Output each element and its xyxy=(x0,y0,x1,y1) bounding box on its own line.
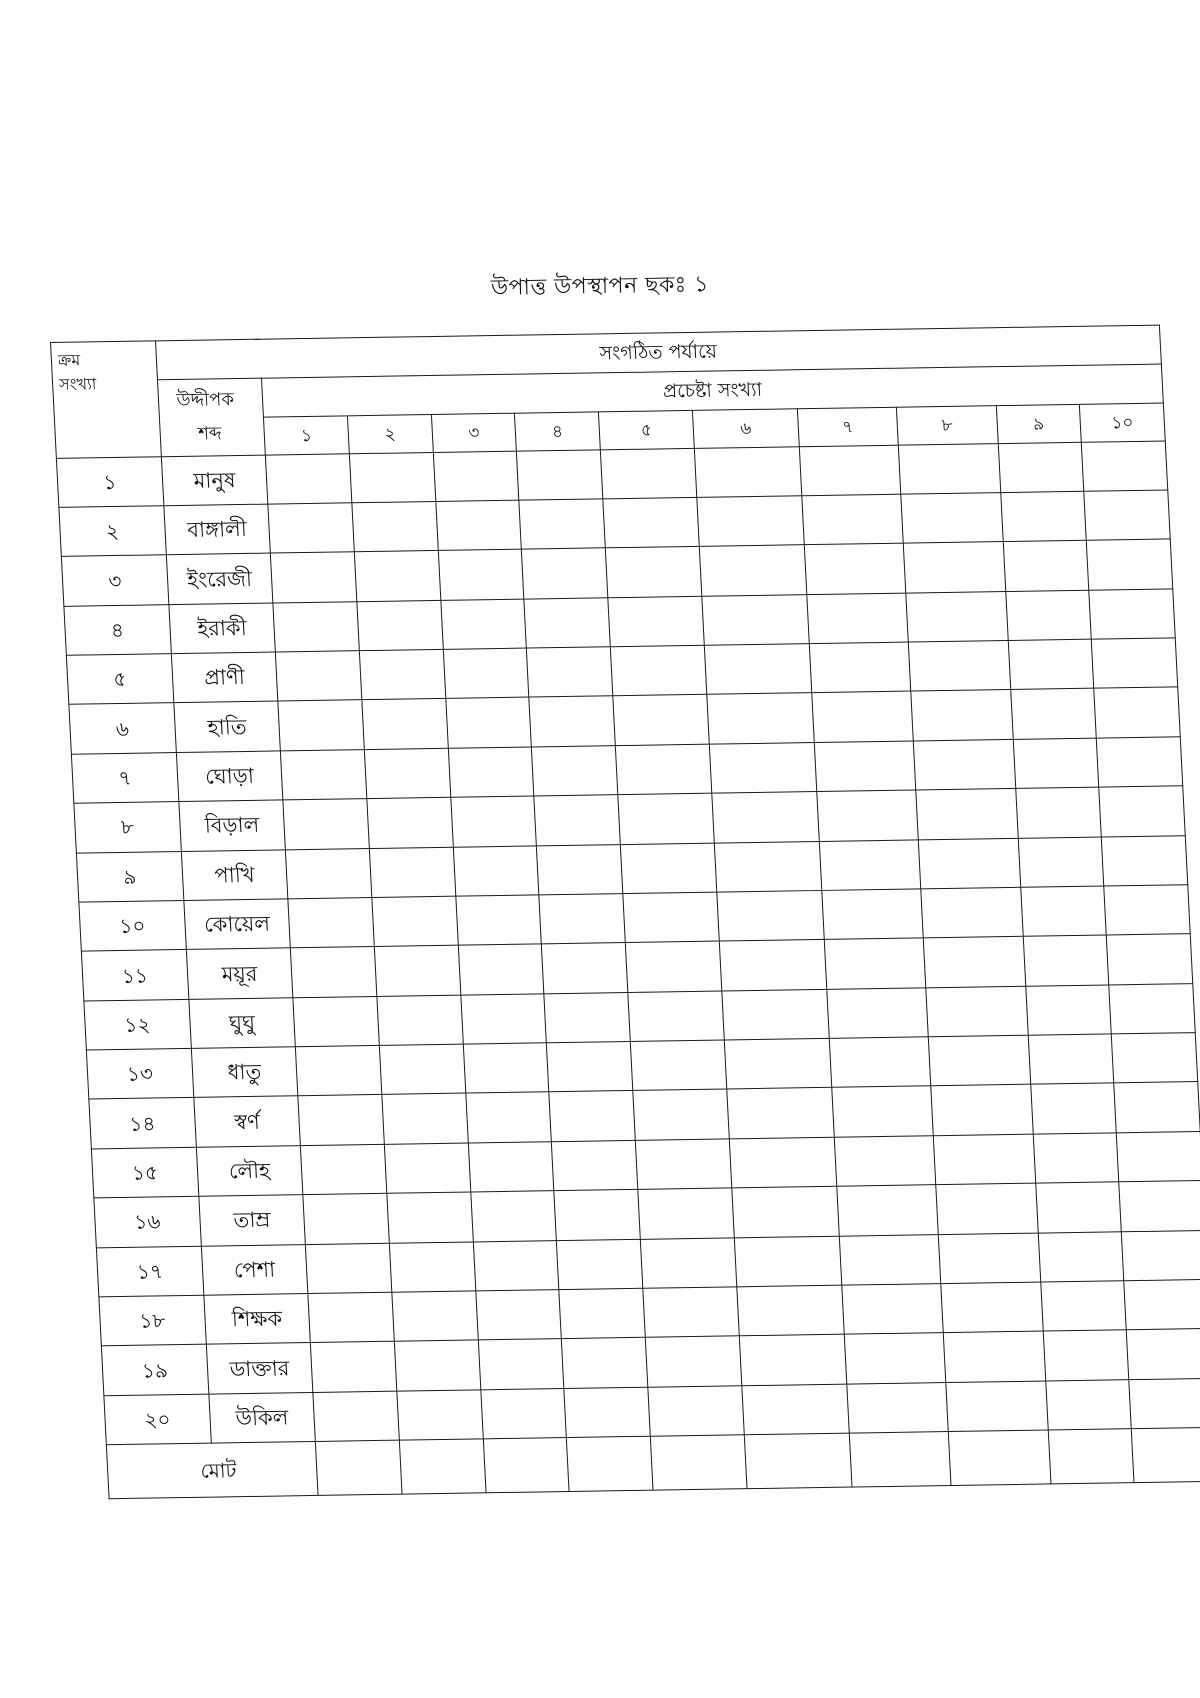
serial-cell: ১১ xyxy=(81,950,188,1001)
attempt-entry-cell[interactable] xyxy=(724,1038,831,1089)
attempt-entry-cell[interactable] xyxy=(697,496,804,547)
attempt-entry-cell[interactable] xyxy=(470,1191,556,1242)
stimulus-word-cell: বিড়াল xyxy=(178,800,285,851)
attempt-entry-cell[interactable] xyxy=(392,1291,478,1342)
attempt-entry-cell[interactable] xyxy=(522,548,608,599)
attempt-number-header: ১০ xyxy=(1080,403,1166,441)
stimulus-word-cell: বাঙ্গালী xyxy=(163,504,270,555)
attempt-entry-cell[interactable] xyxy=(1005,590,1091,641)
attempt-number-header: ১ xyxy=(264,416,350,454)
attempt-entry-cell[interactable] xyxy=(707,693,814,744)
attempt-entry-cell[interactable] xyxy=(921,887,1023,938)
attempt-entry-cell[interactable] xyxy=(804,543,906,594)
data-table-wrapper xyxy=(50,325,1200,1500)
attempt-entry-cell[interactable] xyxy=(448,747,534,798)
attempt-entry-cell[interactable] xyxy=(359,649,445,700)
attempt-entry-cell[interactable] xyxy=(913,739,1015,790)
attempt-entry-cell[interactable] xyxy=(443,648,529,699)
stimulus-word-cell: পেশা xyxy=(201,1244,308,1295)
attempt-entry-cell[interactable] xyxy=(946,1381,1048,1432)
attempt-entry-cell[interactable] xyxy=(549,1091,635,1142)
attempt-entry-cell[interactable] xyxy=(739,1334,846,1385)
attempt-entry-cell[interactable] xyxy=(911,690,1013,741)
attempt-number-header: ২ xyxy=(347,415,433,453)
attempt-entry-cell[interactable] xyxy=(834,1136,936,1187)
serial-header-line1: ক্রম xyxy=(57,350,81,370)
attempt-entry-cell[interactable] xyxy=(397,1390,483,1441)
attempt-entry-cell[interactable] xyxy=(814,741,916,792)
attempt-entry-cell[interactable] xyxy=(1020,886,1106,937)
attempt-entry-cell[interactable] xyxy=(438,549,524,600)
serial-cell: ১৭ xyxy=(96,1246,203,1297)
total-entry-cell[interactable] xyxy=(650,1435,747,1490)
attempt-entry-cell[interactable] xyxy=(605,547,702,598)
serial-cell: ৩ xyxy=(61,555,168,606)
attempt-entry-cell[interactable] xyxy=(847,1382,949,1433)
attempt-entry-cell[interactable] xyxy=(519,499,605,550)
stimulus-word-cell: পাখি xyxy=(181,849,288,900)
attempt-entry-cell[interactable] xyxy=(537,844,623,895)
attempt-number-header: ৮ xyxy=(897,406,998,445)
attempt-entry-cell[interactable] xyxy=(1003,541,1089,592)
attempt-entry-cell[interactable] xyxy=(311,1342,397,1393)
attempt-entry-cell[interactable] xyxy=(936,1183,1038,1234)
attempt-entry-cell[interactable] xyxy=(807,593,909,644)
serial-header-line2: সংখ্যা xyxy=(58,374,97,394)
attempt-entry-cell[interactable] xyxy=(364,748,450,799)
attempt-entry-cell[interactable] xyxy=(903,542,1005,593)
attempt-entry-cell[interactable] xyxy=(933,1134,1035,1185)
serial-cell: ২০ xyxy=(104,1394,211,1445)
serial-header xyxy=(51,341,161,458)
attempt-entry-cell[interactable] xyxy=(615,744,712,795)
attempt-entry-cell[interactable] xyxy=(737,1285,844,1336)
attempt-entry-cell[interactable] xyxy=(1116,1131,1200,1182)
attempt-entry-cell[interactable] xyxy=(837,1185,939,1236)
attempt-entry-cell[interactable] xyxy=(384,1143,470,1194)
attempt-number-header: ৬ xyxy=(693,409,799,448)
serial-cell: ১ xyxy=(56,456,163,507)
attempt-entry-cell[interactable] xyxy=(901,493,1003,544)
attempt-entry-cell[interactable] xyxy=(354,551,440,602)
serial-cell: ১৯ xyxy=(101,1345,208,1396)
attempt-entry-cell[interactable] xyxy=(714,841,821,892)
serial-cell: ৪ xyxy=(64,604,171,655)
attempt-entry-cell[interactable] xyxy=(916,789,1018,840)
attempt-entry-cell[interactable] xyxy=(532,745,618,796)
attempt-entry-cell[interactable] xyxy=(559,1288,645,1339)
attempt-entry-cell[interactable] xyxy=(527,647,613,698)
attempt-entry-cell[interactable] xyxy=(369,847,455,898)
attempt-entry-cell[interactable] xyxy=(435,500,521,551)
attempt-entry-cell[interactable] xyxy=(382,1094,468,1145)
attempt-entry-cell[interactable] xyxy=(702,594,809,645)
attempt-entry-cell[interactable] xyxy=(802,494,904,545)
total-entry-cell[interactable] xyxy=(744,1433,851,1489)
attempt-entry-cell[interactable] xyxy=(1086,539,1172,590)
attempts-header: প্রচেষ্টা সংখ্যা xyxy=(262,364,1164,418)
stimulus-header-line1: উদ্দীপক xyxy=(176,388,235,411)
attempt-entry-cell[interactable] xyxy=(283,799,369,850)
attempt-entry-cell[interactable] xyxy=(1089,589,1175,640)
stimulus-word-cell: ইরাকী xyxy=(168,603,275,654)
attempt-entry-cell[interactable] xyxy=(1096,737,1182,788)
stimulus-word-cell: হাতি xyxy=(173,701,280,752)
stimulus-word-cell: ঘোড়া xyxy=(176,751,283,802)
attempt-entry-cell[interactable] xyxy=(643,1287,740,1338)
attempt-entry-cell[interactable] xyxy=(648,1385,745,1436)
attempt-entry-cell[interactable] xyxy=(931,1085,1033,1136)
attempt-entry-cell[interactable] xyxy=(539,894,625,945)
attempt-entry-cell[interactable] xyxy=(296,1045,382,1096)
attempt-entry-cell[interactable] xyxy=(524,597,610,648)
attempt-entry-cell[interactable] xyxy=(727,1088,834,1139)
attempt-entry-cell[interactable] xyxy=(699,545,806,596)
total-label: মোট xyxy=(106,1442,318,1499)
attempt-entry-cell[interactable] xyxy=(1106,934,1192,985)
total-entry-cell[interactable] xyxy=(849,1432,951,1487)
attempt-entry-cell[interactable] xyxy=(829,1037,931,1088)
attempt-entry-cell[interactable] xyxy=(564,1387,650,1438)
attempt-entry-cell[interactable] xyxy=(480,1388,566,1439)
attempt-entry-cell[interactable] xyxy=(547,1042,633,1093)
attempt-entry-cell[interactable] xyxy=(729,1137,836,1188)
serial-cell: ৮ xyxy=(74,802,181,853)
attempt-entry-cell[interactable] xyxy=(293,996,379,1047)
attempt-entry-cell[interactable] xyxy=(374,945,460,996)
attempt-entry-cell[interactable] xyxy=(812,691,914,742)
attempt-entry-cell[interactable] xyxy=(557,1239,643,1290)
attempt-entry-cell[interactable] xyxy=(630,1040,727,1091)
attempt-entry-cell[interactable] xyxy=(301,1144,387,1195)
attempt-entry-cell[interactable] xyxy=(600,448,697,499)
attempt-entry-cell[interactable] xyxy=(468,1142,554,1193)
attempt-entry-cell[interactable] xyxy=(623,892,720,943)
attempt-entry-cell[interactable] xyxy=(717,890,824,941)
attempt-entry-cell[interactable] xyxy=(1008,639,1094,690)
document-title: উপাত্ত উপস্থাপন ছকঃ ১ xyxy=(490,272,710,301)
attempt-entry-cell[interactable] xyxy=(732,1186,839,1237)
attempt-entry-cell[interactable] xyxy=(440,599,526,650)
attempt-entry-cell[interactable] xyxy=(844,1333,946,1384)
attempt-entry-cell[interactable] xyxy=(394,1340,480,1391)
attempt-entry-cell[interactable] xyxy=(306,1243,392,1294)
attempt-entry-cell[interactable] xyxy=(298,1095,384,1146)
attempt-entry-cell[interactable] xyxy=(918,838,1020,889)
attempt-entry-cell[interactable] xyxy=(1094,687,1180,738)
attempt-entry-cell[interactable] xyxy=(734,1236,841,1287)
phase-header: সংগঠিত পর্যায়ে xyxy=(155,325,1161,380)
attempt-entry-cell[interactable] xyxy=(1030,1083,1116,1134)
serial-cell: ৬ xyxy=(69,703,176,754)
serial-cell: ১২ xyxy=(84,999,191,1050)
stimulus-word-cell: ধাতু xyxy=(191,1047,298,1098)
attempt-entry-cell[interactable] xyxy=(453,845,539,896)
total-entry-cell[interactable] xyxy=(567,1436,653,1491)
attempt-entry-cell[interactable] xyxy=(465,1092,551,1143)
attempt-entry-cell[interactable] xyxy=(819,839,921,890)
attempt-number-header: ৩ xyxy=(431,414,517,452)
attempt-entry-cell[interactable] xyxy=(625,941,722,992)
serial-cell: ১৮ xyxy=(99,1295,206,1346)
attempt-entry-cell[interactable] xyxy=(928,1035,1030,1086)
attempt-entry-cell[interactable] xyxy=(923,937,1025,988)
attempt-number-header: ৫ xyxy=(598,411,694,450)
stimulus-word-cell: ইংরেজী xyxy=(166,553,273,604)
attempt-entry-cell[interactable] xyxy=(291,947,377,998)
attempt-entry-cell[interactable] xyxy=(1129,1378,1200,1429)
attempt-entry-cell[interactable] xyxy=(694,446,801,497)
attempt-entry-cell[interactable] xyxy=(387,1192,473,1243)
total-entry-cell[interactable] xyxy=(1131,1427,1200,1482)
attempt-entry-cell[interactable] xyxy=(1119,1181,1200,1232)
attempt-entry-cell[interactable] xyxy=(349,452,435,503)
attempt-entry-cell[interactable] xyxy=(278,700,364,751)
attempt-number-header: ৯ xyxy=(996,405,1082,443)
attempt-entry-cell[interactable] xyxy=(362,699,448,750)
attempt-entry-cell[interactable] xyxy=(638,1188,735,1239)
attempt-entry-cell[interactable] xyxy=(618,793,715,844)
stimulus-word-cell: স্বর্ণ xyxy=(193,1096,300,1147)
attempt-entry-cell[interactable] xyxy=(1121,1230,1200,1281)
attempt-entry-cell[interactable] xyxy=(1033,1133,1119,1184)
serial-cell: ৭ xyxy=(71,752,178,803)
stimulus-word-cell: শিক্ষক xyxy=(203,1294,310,1345)
attempt-entry-cell[interactable] xyxy=(372,896,458,947)
attempt-number-header: ৭ xyxy=(797,408,898,447)
stimulus-word-cell: ময়ূর xyxy=(186,948,293,999)
attempt-entry-cell[interactable] xyxy=(1025,985,1111,1036)
attempt-entry-cell[interactable] xyxy=(1109,983,1195,1034)
attempt-entry-cell[interactable] xyxy=(433,451,519,502)
attempt-entry-cell[interactable] xyxy=(1013,738,1099,789)
attempt-entry-cell[interactable] xyxy=(377,995,463,1046)
attempt-entry-cell[interactable] xyxy=(926,986,1028,1037)
attempt-entry-cell[interactable] xyxy=(824,938,926,989)
attempt-entry-cell[interactable] xyxy=(608,596,705,647)
data-presentation-table xyxy=(50,325,1200,1500)
attempt-entry-cell[interactable] xyxy=(709,742,816,793)
attempt-entry-cell[interactable] xyxy=(463,1043,549,1094)
attempt-entry-cell[interactable] xyxy=(450,796,536,847)
attempt-entry-cell[interactable] xyxy=(562,1338,648,1389)
attempt-entry-cell[interactable] xyxy=(603,497,700,548)
attempt-entry-cell[interactable] xyxy=(1124,1279,1200,1330)
attempt-entry-cell[interactable] xyxy=(817,790,919,841)
serial-cell: ১৫ xyxy=(91,1147,198,1198)
attempt-entry-cell[interactable] xyxy=(1040,1281,1126,1332)
attempt-entry-cell[interactable] xyxy=(266,453,352,504)
attempt-entry-cell[interactable] xyxy=(460,994,546,1045)
attempt-entry-cell[interactable] xyxy=(286,848,372,899)
attempt-entry-cell[interactable] xyxy=(640,1237,737,1288)
attempt-entry-cell[interactable] xyxy=(273,601,359,652)
attempt-entry-cell[interactable] xyxy=(832,1086,934,1137)
attempt-entry-cell[interactable] xyxy=(998,442,1084,493)
serial-cell: ১৬ xyxy=(94,1196,201,1247)
attempt-entry-cell[interactable] xyxy=(268,503,354,554)
serial-cell: ১০ xyxy=(79,900,186,951)
attempt-entry-cell[interactable] xyxy=(276,651,362,702)
stimulus-word-cell: ঘুঘু xyxy=(188,997,295,1048)
attempt-entry-cell[interactable] xyxy=(822,889,924,940)
attempt-entry-cell[interactable] xyxy=(645,1336,742,1387)
attempt-entry-cell[interactable] xyxy=(842,1284,944,1335)
attempt-entry-cell[interactable] xyxy=(389,1242,475,1293)
attempt-entry-cell[interactable] xyxy=(719,940,826,991)
attempt-entry-cell[interactable] xyxy=(1000,491,1086,542)
serial-cell: ৯ xyxy=(76,851,183,902)
attempt-entry-cell[interactable] xyxy=(908,641,1010,692)
stimulus-word-cell: তাম্র xyxy=(198,1195,305,1246)
total-entry-cell[interactable] xyxy=(399,1439,485,1494)
attempt-entry-cell[interactable] xyxy=(1018,837,1104,888)
serial-cell: ৫ xyxy=(66,654,173,705)
attempt-entry-cell[interactable] xyxy=(1091,638,1177,689)
serial-cell: ১৪ xyxy=(89,1098,196,1149)
attempt-entry-cell[interactable] xyxy=(1114,1082,1200,1133)
attempt-entry-cell[interactable] xyxy=(938,1233,1040,1284)
serial-cell: ২ xyxy=(59,506,166,557)
attempt-entry-cell[interactable] xyxy=(281,749,367,800)
attempt-entry-cell[interactable] xyxy=(1111,1033,1197,1084)
attempt-entry-cell[interactable] xyxy=(722,989,829,1040)
attempt-entry-cell[interactable] xyxy=(628,991,725,1042)
attempt-entry-cell[interactable] xyxy=(534,795,620,846)
attempt-entry-cell[interactable] xyxy=(458,944,544,995)
attempt-entry-cell[interactable] xyxy=(839,1234,941,1285)
attempt-entry-cell[interactable] xyxy=(1043,1330,1129,1381)
attempt-entry-cell[interactable] xyxy=(620,843,717,894)
attempt-entry-cell[interactable] xyxy=(445,697,531,748)
stimulus-header xyxy=(157,378,265,456)
attempt-entry-cell[interactable] xyxy=(1126,1329,1200,1380)
attempt-entry-cell[interactable] xyxy=(542,943,628,994)
attempt-entry-cell[interactable] xyxy=(1010,689,1096,740)
attempt-number-header: ৪ xyxy=(515,412,601,450)
attempt-entry-cell[interactable] xyxy=(1104,885,1190,936)
attempt-entry-cell[interactable] xyxy=(1015,787,1101,838)
attempt-entry-cell[interactable] xyxy=(1081,441,1167,492)
attempt-entry-cell[interactable] xyxy=(308,1292,394,1343)
attempt-entry-cell[interactable] xyxy=(473,1240,559,1291)
attempt-entry-cell[interactable] xyxy=(288,897,374,948)
attempt-entry-cell[interactable] xyxy=(303,1194,389,1245)
attempt-entry-cell[interactable] xyxy=(613,695,710,746)
attempt-entry-cell[interactable] xyxy=(704,644,811,695)
total-entry-cell[interactable] xyxy=(483,1438,569,1493)
attempt-entry-cell[interactable] xyxy=(455,895,541,946)
attempt-entry-cell[interactable] xyxy=(1035,1182,1121,1233)
attempt-entry-cell[interactable] xyxy=(635,1139,732,1190)
total-entry-cell[interactable] xyxy=(948,1430,1050,1485)
attempt-entry-cell[interactable] xyxy=(1099,786,1185,837)
attempt-entry-cell[interactable] xyxy=(898,443,1000,494)
stimulus-word-cell: উকিল xyxy=(208,1392,315,1443)
serial-cell: ১৩ xyxy=(86,1048,193,1099)
attempt-entry-cell[interactable] xyxy=(271,552,357,603)
attempt-entry-cell[interactable] xyxy=(529,696,615,747)
stimulus-word-cell: ডাক্তার xyxy=(206,1343,313,1394)
attempt-entry-cell[interactable] xyxy=(799,445,901,496)
attempt-entry-cell[interactable] xyxy=(943,1331,1045,1382)
total-entry-cell[interactable] xyxy=(1048,1429,1134,1484)
attempt-entry-cell[interactable] xyxy=(742,1384,849,1435)
stimulus-word-cell: লৌহ xyxy=(196,1145,303,1196)
attempt-entry-cell[interactable] xyxy=(1028,1034,1114,1085)
attempt-entry-cell[interactable] xyxy=(610,645,707,696)
attempt-entry-cell[interactable] xyxy=(554,1190,640,1241)
stimulus-word-cell: প্রাণী xyxy=(171,652,278,703)
attempt-entry-cell[interactable] xyxy=(352,501,438,552)
stimulus-word-cell: কোয়েল xyxy=(183,899,290,950)
total-entry-cell[interactable] xyxy=(316,1440,402,1495)
attempt-entry-cell[interactable] xyxy=(357,600,443,651)
attempt-entry-cell[interactable] xyxy=(379,1044,465,1095)
attempt-entry-cell[interactable] xyxy=(1023,935,1109,986)
attempt-entry-cell[interactable] xyxy=(478,1339,564,1390)
attempt-entry-cell[interactable] xyxy=(552,1140,638,1191)
attempt-entry-cell[interactable] xyxy=(1101,835,1187,886)
attempt-entry-cell[interactable] xyxy=(827,988,929,1039)
attempt-entry-cell[interactable] xyxy=(313,1391,399,1442)
attempt-entry-cell[interactable] xyxy=(906,591,1008,642)
attempt-entry-cell[interactable] xyxy=(1045,1379,1131,1430)
stimulus-header-line2: শব্দ xyxy=(197,423,223,445)
attempt-entry-cell[interactable] xyxy=(475,1290,561,1341)
attempt-entry-cell[interactable] xyxy=(1084,490,1170,541)
attempt-entry-cell[interactable] xyxy=(941,1282,1043,1333)
attempt-entry-cell[interactable] xyxy=(367,797,453,848)
attempt-entry-cell[interactable] xyxy=(544,992,630,1043)
attempt-entry-cell[interactable] xyxy=(517,449,603,500)
attempt-entry-cell[interactable] xyxy=(633,1089,730,1140)
stimulus-word-cell: মানুষ xyxy=(161,455,268,506)
attempt-entry-cell[interactable] xyxy=(1038,1231,1124,1282)
attempt-entry-cell[interactable] xyxy=(712,792,819,843)
attempt-entry-cell[interactable] xyxy=(809,642,911,693)
